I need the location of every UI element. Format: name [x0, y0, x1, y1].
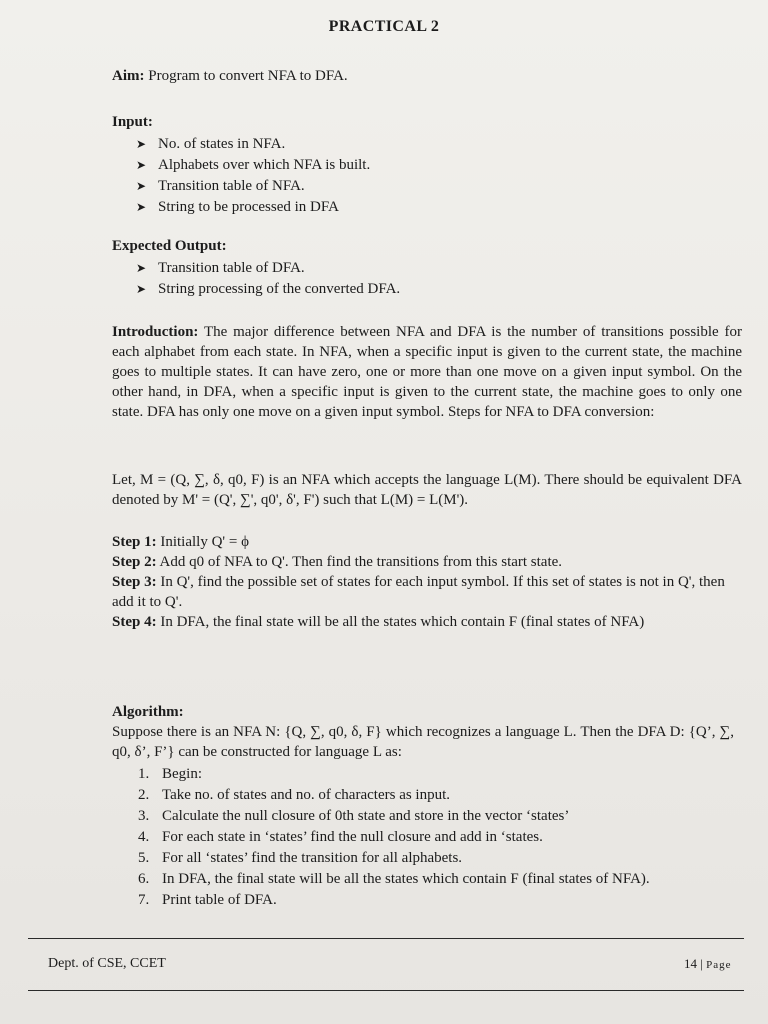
input-heading: Input: — [112, 114, 153, 130]
arrow-bullet-icon: ➤ — [136, 158, 147, 172]
list-item: ➤ Transition table of DFA. — [136, 260, 305, 276]
step-1: Step 1: Initially Q' = ϕ — [112, 534, 249, 550]
footer-top-rule — [28, 938, 744, 939]
step-3: Step 3: In Q', find the possible set of states for each input symbol. If this set of states is not in Q', then add it to Q'. — [112, 574, 725, 610]
expected-output-list — [112, 258, 742, 299]
list-item: 3. Calculate the null closure of 0th state and store in the vector ‘states’ — [138, 808, 570, 824]
list-item: 1. Begin: — [138, 766, 202, 782]
aim-text: Program to convert NFA to DFA. — [144, 68, 348, 84]
input-section — [112, 112, 742, 218]
algorithm-steps-list — [112, 764, 734, 911]
aim-section — [112, 66, 742, 86]
footer-department: Dept. of CSE, CCET — [48, 956, 166, 971]
definition-paragraph: Let, M = (Q, ∑, δ, q0, F) is an NFA which accepts the language L(M). There should be equivalent DFA denoted by M' = (Q', ∑', q0', δ', F') such that L(M) = L(M'). — [112, 472, 742, 508]
list-item: 7. Print table of DFA. — [138, 892, 277, 908]
steps-section — [112, 532, 742, 632]
introduction-label: Introduction: — [112, 324, 199, 340]
list-item: 5. For all ‘states’ find the transition for all alphabets. — [138, 850, 463, 866]
arrow-bullet-icon: ➤ — [136, 137, 147, 151]
list-item: ➤ No. of states in NFA. — [136, 136, 286, 152]
introduction-paragraph — [112, 322, 742, 422]
list-item: 6. In DFA, the final state will be all the states which contain F (final states of NFA). — [138, 871, 650, 887]
expected-output-heading: Expected Output: — [112, 238, 227, 254]
input-list — [112, 134, 742, 217]
footer-page-number: 14 | Page — [684, 956, 732, 971]
aim-label: Aim: — [112, 68, 145, 84]
list-item: ➤ Alphabets over which NFA is built. — [136, 157, 371, 173]
introduction-text: The major difference between NFA and DFA is the number of transitions possible for each alphabet from each state. In NFA, when a specific input is given to the current state, the machine goes to multiple states. It can have zero, one or more than one move on a given input symbol. On the other hand, in DFA, when a specific input is given to the current state, the machine goes to only one state. DFA has only one move on a given input symbol. Steps for NFA to DFA conversion: — [112, 324, 742, 420]
algorithm-heading: Algorithm: — [112, 704, 184, 720]
list-item: ➤ String processing of the converted DFA. — [136, 281, 401, 297]
footer-bottom-rule — [28, 990, 744, 991]
algorithm-intro: Suppose there is an NFA N: {Q, ∑, q0, δ, F} which recognizes a language L. Then the DFA D: {Q’, ∑, q0, δ’, F’} can be constructed for language L as: — [112, 724, 734, 760]
list-item: 2. Take no. of states and no. of characters as input. — [138, 787, 451, 803]
arrow-bullet-icon: ➤ — [136, 179, 147, 193]
step-2: Step 2: Add q0 of NFA to Q'. Then find the transitions from this start state. — [112, 554, 563, 570]
definition-section — [112, 470, 742, 510]
expected-output-section — [112, 236, 742, 300]
list-item: ➤ Transition table of NFA. — [136, 178, 305, 194]
page-title: PRACTICAL 2 — [328, 18, 440, 35]
introduction-section — [112, 322, 742, 422]
arrow-bullet-icon: ➤ — [136, 200, 147, 214]
algorithm-section — [112, 702, 734, 911]
list-item: ➤ String to be processed in DFA — [136, 199, 339, 215]
step-4: Step 4: In DFA, the final state will be all the states which contain F (final states of NFA) — [112, 614, 645, 630]
list-item: 4. For each state in ‘states’ find the null closure and add in ‘states. — [138, 829, 543, 845]
arrow-bullet-icon: ➤ — [136, 261, 147, 275]
arrow-bullet-icon: ➤ — [136, 282, 147, 296]
